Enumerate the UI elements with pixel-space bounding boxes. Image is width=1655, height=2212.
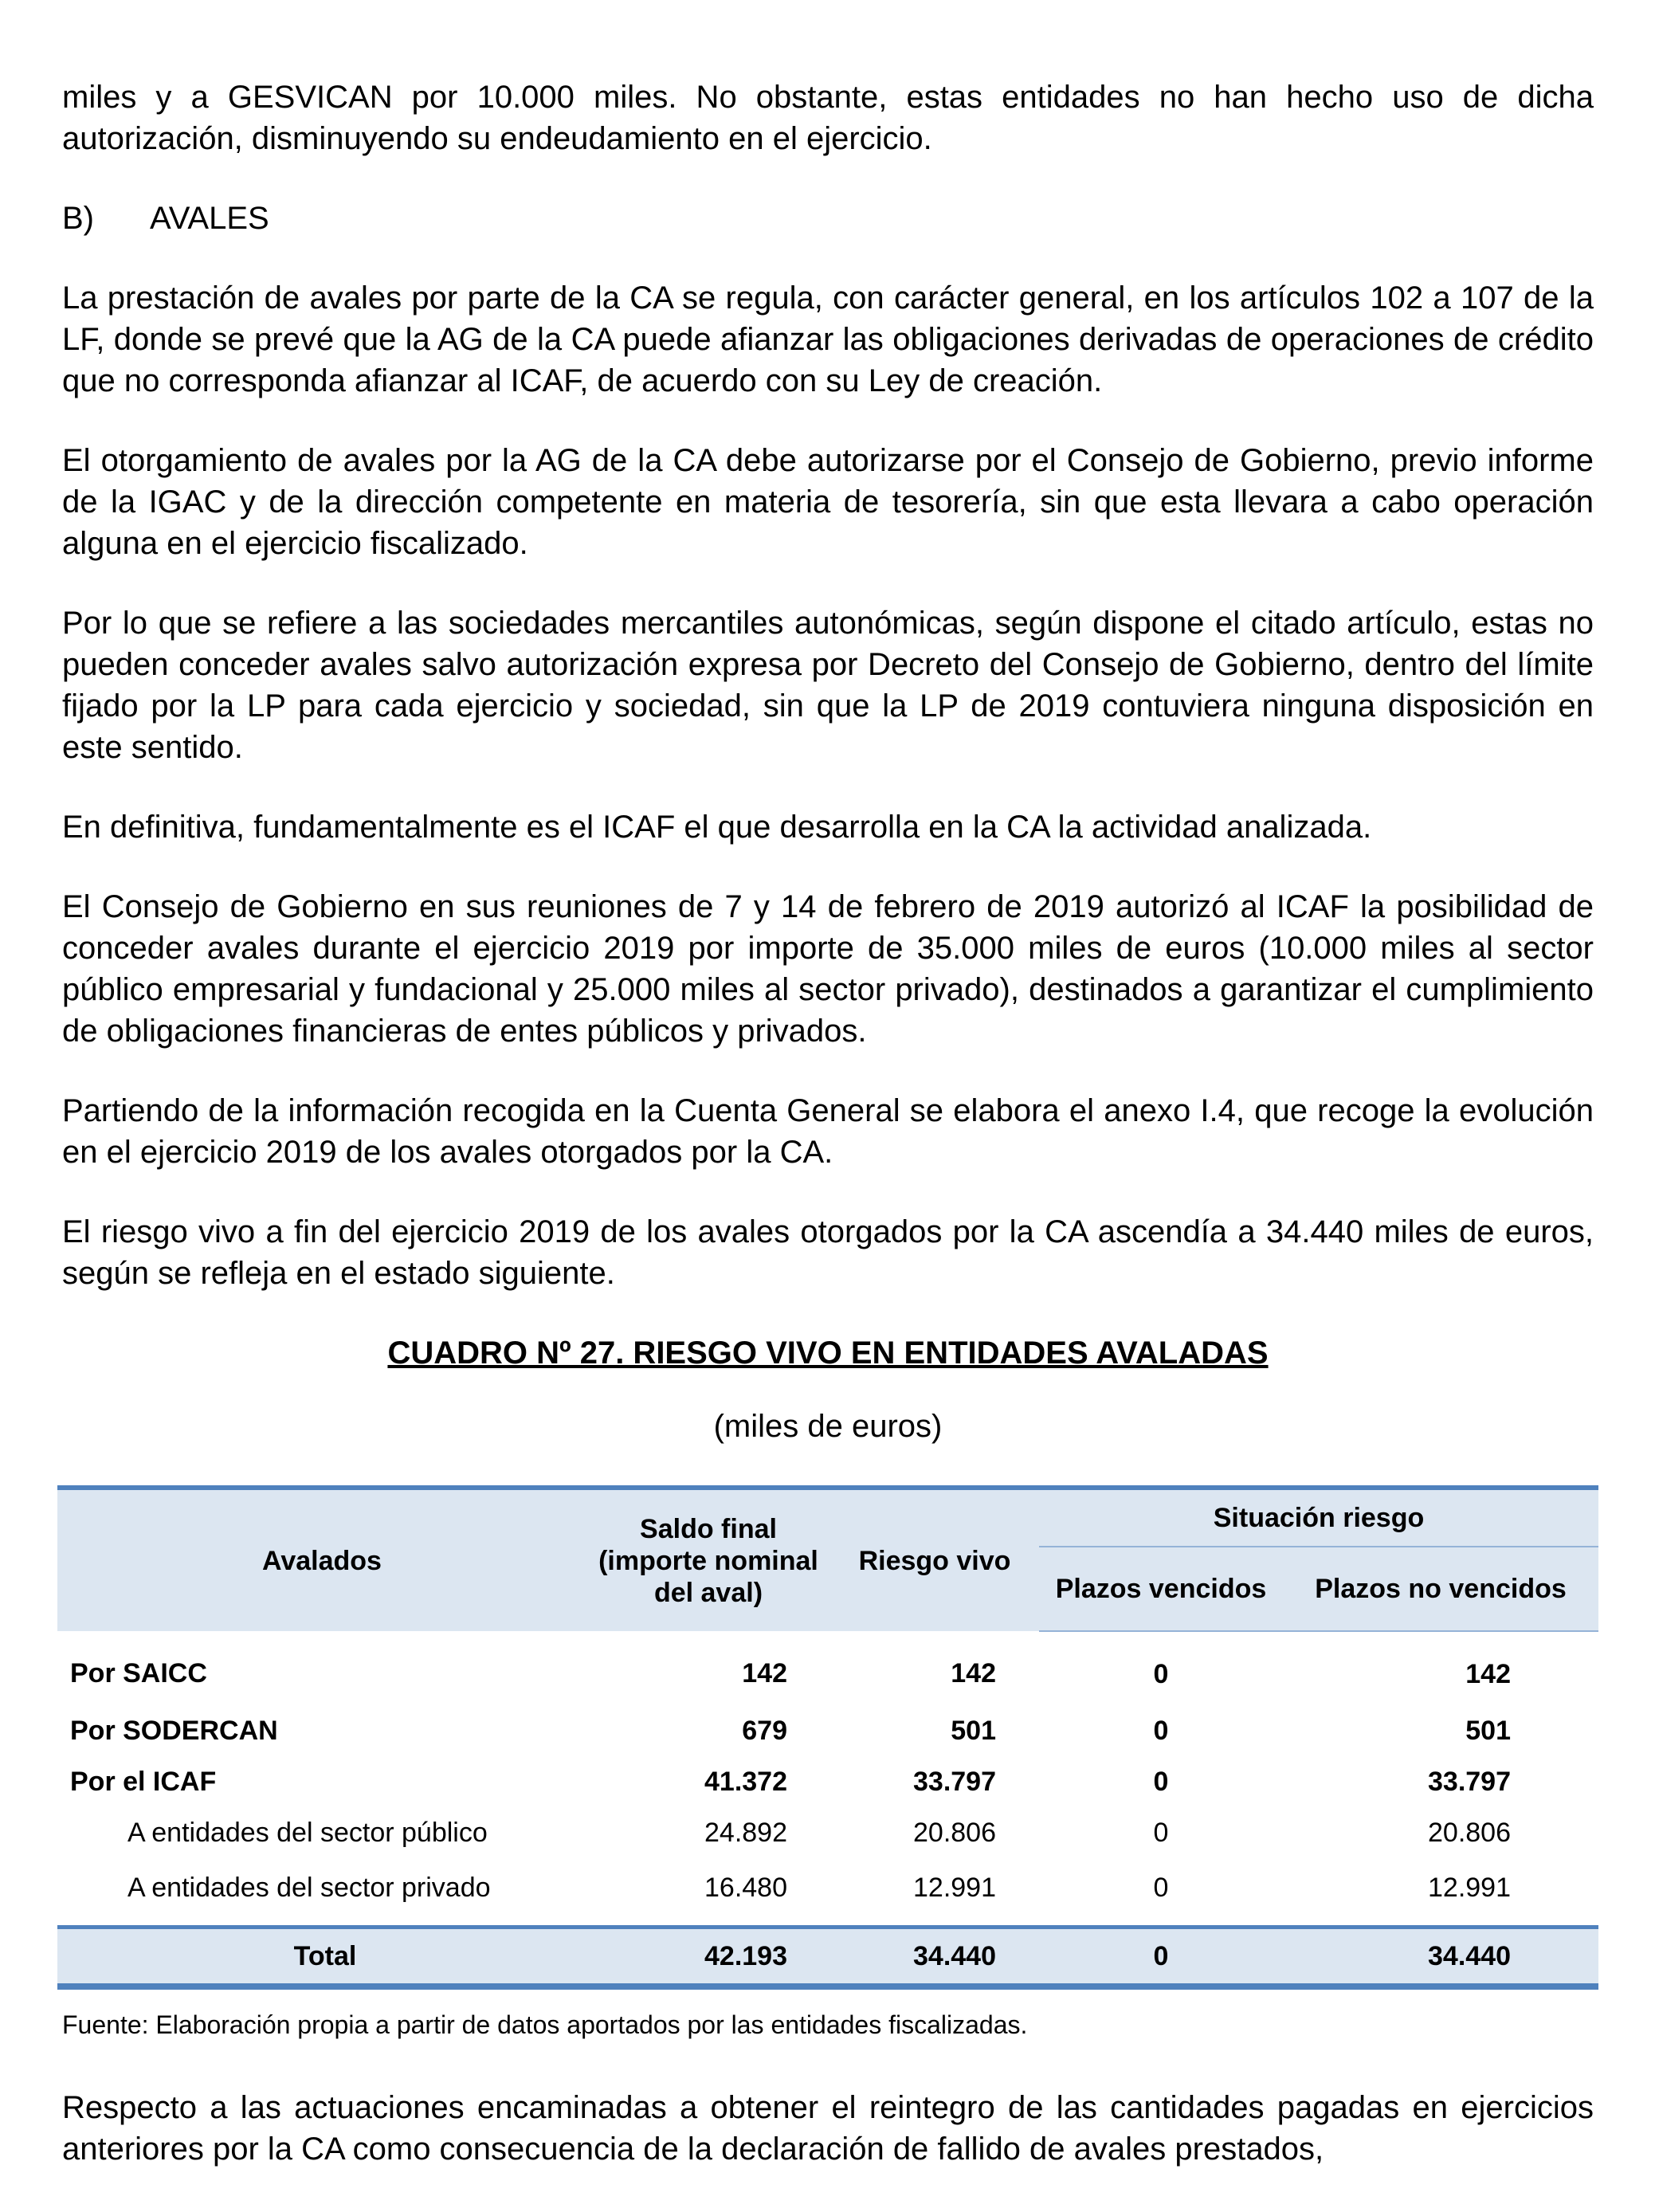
cell-riesgo: 20.806 xyxy=(913,1817,996,1848)
cell-saldo: 142 xyxy=(742,1658,787,1688)
cell-no-vencidos: 20.806 xyxy=(1428,1817,1511,1848)
table-row xyxy=(57,1705,1598,1756)
header-situacion-riesgo: Situación riesgo xyxy=(1039,1488,1598,1547)
row-label: A entidades del sector privado xyxy=(127,1872,491,1903)
cell-riesgo: 12.991 xyxy=(913,1872,996,1903)
table-row xyxy=(57,1858,1598,1928)
document-page xyxy=(62,76,1594,2208)
total-riesgo: 34.440 xyxy=(830,1928,1039,1987)
table-row xyxy=(57,1631,1598,1705)
table-subtitle: (miles de euros) xyxy=(713,1409,943,1444)
table-row xyxy=(57,1756,1598,1807)
cell-no-vencidos: 33.797 xyxy=(1428,1766,1511,1797)
cell-no-vencidos: 142 xyxy=(1465,1658,1511,1689)
table-total-row xyxy=(57,1928,1598,1987)
section-title: AVALES xyxy=(150,201,269,236)
table-source: Fuente: Elaboración propia a partir de datos aportados por las entidades fiscalizadas. xyxy=(62,2010,1028,2039)
paragraph-2: El otorgamiento de avales por la AG de la CA debe autorizarse por el Consejo de Gobierno, previo informe de la IGAC y de la dirección competente en materia de tesorería, sin que esta llevara a cabo operación alguna en el ejercicio fiscalizado. xyxy=(62,443,1594,561)
cell-vencidos: 0 xyxy=(1153,1658,1169,1689)
header-riesgo-vivo: Riesgo vivo xyxy=(830,1488,1039,1631)
total-vencidos: 0 xyxy=(1039,1928,1283,1987)
cell-no-vencidos: 501 xyxy=(1465,1715,1511,1746)
cell-vencidos: 0 xyxy=(1153,1817,1169,1848)
paragraph-bottom: Respecto a las actuaciones encaminadas a obtener el reintegro de las cantidades pagadas en ejercicios anteriores por la CA como consecuencia de la declaración de fallido de avales prestados, xyxy=(62,2090,1594,2167)
cell-saldo: 41.372 xyxy=(704,1766,787,1797)
header-plazos-vencidos: Plazos vencidos xyxy=(1039,1547,1283,1631)
paragraph-7: El riesgo vivo a fin del ejercicio 2019 de los avales otorgados por la CA ascendía a 34.440 miles de euros, según se refleja en el estado siguiente. xyxy=(62,1214,1594,1291)
paragraph-6: Partiendo de la información recogida en la Cuenta General se elabora el anexo I.4, que recoge la evolución en el ejercicio 2019 de los avales otorgados por la CA. xyxy=(62,1093,1594,1170)
risk-table xyxy=(57,1485,1598,1990)
paragraph-3: Por lo que se refiere a las sociedades mercantiles autonómicas, según dispone el citado artículo, estas no pueden conceder avales salvo autorización expresa por Decreto del Consejo de Gobierno, dentro del límite fijado por la LP para cada ejercicio y sociedad, sin que la LP de 2019 contuviera ninguna disposición en este sentido. xyxy=(62,606,1594,765)
total-label: Total xyxy=(57,1928,586,1987)
paragraph-4: En definitiva, fundamentalmente es el ICAF el que desarrolla en la CA la actividad analizada. xyxy=(62,810,1372,845)
cell-riesgo: 142 xyxy=(951,1658,996,1688)
cell-vencidos: 0 xyxy=(1153,1872,1169,1903)
cell-saldo: 16.480 xyxy=(704,1872,787,1903)
total-no-vencidos: 34.440 xyxy=(1283,1928,1598,1987)
header-avalados: Avalados xyxy=(57,1488,586,1631)
cell-vencidos: 0 xyxy=(1153,1766,1169,1797)
paragraph-intro: miles y a GESVICAN por 10.000 miles. No obstante, estas entidades no han hecho uso de dicha autorización, disminuyendo su endeudamiento en el ejercicio. xyxy=(62,80,1594,156)
total-saldo: 42.193 xyxy=(586,1928,830,1987)
header-plazos-no-vencidos: Plazos no vencidos xyxy=(1283,1547,1598,1631)
cell-vencidos: 0 xyxy=(1153,1715,1169,1746)
table-row xyxy=(57,1807,1598,1858)
paragraph-1: La prestación de avales por parte de la CA se regula, con carácter general, en los artículos 102 a 107 de la LF, donde se prevé que la AG de la CA puede afianzar las obligaciones derivadas de operaciones de crédito que no corresponda afianzar al ICAF, de acuerdo con su Ley de creación. xyxy=(62,280,1594,398)
row-label: Por SAICC xyxy=(70,1658,207,1688)
row-label: Por el ICAF xyxy=(70,1766,217,1797)
row-label: Por SODERCAN xyxy=(70,1715,278,1746)
table-title: CUADRO Nº 27. RIESGO VIVO EN ENTIDADES AVALADAS xyxy=(387,1335,1269,1371)
cell-saldo: 24.892 xyxy=(704,1817,787,1848)
paragraph-5: El Consejo de Gobierno en sus reuniones de 7 y 14 de febrero de 2019 autorizó al ICAF la posibilidad de conceder avales durante el ejercicio 2019 por importe de 35.000 miles de euros (10.000 miles al sector público empresarial y fundacional y 25.000 miles al sector privado), destinados a garantizar el cumplimiento de obligaciones financieras de entes públicos y privados. xyxy=(62,889,1594,1049)
cell-saldo: 679 xyxy=(742,1715,787,1746)
cell-riesgo: 33.797 xyxy=(913,1766,996,1797)
header-saldo-final: Saldo final (importe nominal del aval) xyxy=(586,1488,830,1631)
row-label: A entidades del sector público xyxy=(127,1817,488,1848)
section-heading xyxy=(62,198,1594,239)
section-letter: B) xyxy=(62,201,94,236)
cell-riesgo: 501 xyxy=(951,1715,996,1746)
cell-no-vencidos: 12.991 xyxy=(1428,1872,1511,1903)
